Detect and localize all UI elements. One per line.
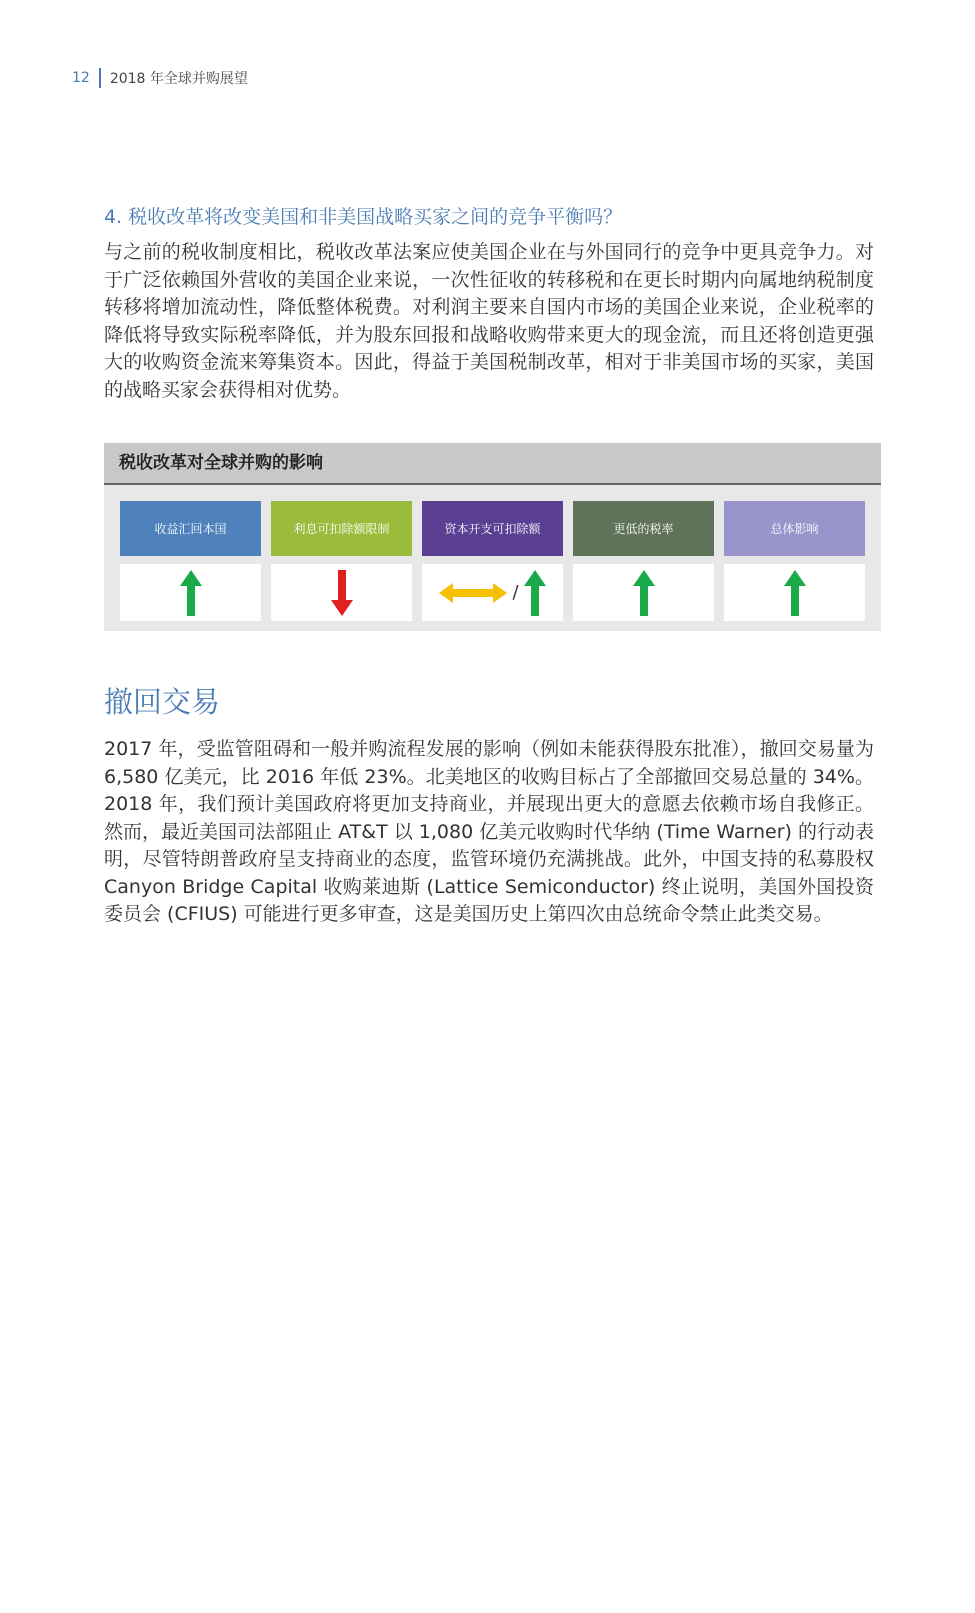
impact-column-repatriation <box>120 501 261 621</box>
tax-reform-section <box>104 203 874 404</box>
impact-result <box>271 564 412 621</box>
withdrawn-deals-section <box>104 684 874 929</box>
impact-result <box>573 564 714 621</box>
impact-column-overall <box>724 501 865 621</box>
section-heading: 撤回交易 <box>104 685 221 719</box>
question-heading: 4. 税收改革将改变美国和非美国战略买家之间的竞争平衡吗？ <box>104 206 623 228</box>
down-arrow-icon <box>331 570 353 616</box>
page-number: 12 <box>72 70 90 86</box>
separator-slash: / <box>512 582 519 603</box>
impact-column-capex-deduction <box>422 501 563 621</box>
left-right-arrow-icon <box>439 583 507 603</box>
impact-result <box>724 564 865 621</box>
up-arrow-icon <box>180 570 202 616</box>
impact-column-lower-tax-rate <box>573 501 714 621</box>
up-arrow-icon <box>524 570 546 616</box>
up-arrow-icon <box>633 570 655 616</box>
up-arrow-icon <box>784 570 806 616</box>
category-label: 总体影响 <box>724 501 865 556</box>
category-label: 收益汇回本国 <box>120 501 261 556</box>
header-divider <box>99 68 101 88</box>
withdrawn-deals-paragraph: 2017 年，受监管阻碍和一般并购流程发展的影响（例如未能获得股东批准），撤回交易量为 6,580 亿美元，比 2016 年低 23%。北美地区的收购目标占了全部撤回交易总量的 34%。2018 年，我们预计美国政府将更加支持商业，并展现出更大的意愿去依赖市场自我修正。然而，最近美国司法部阻止 AT&T 以 1,080 亿美元收购时代华纳 (Time Warner) 的行动表明，尽管特朗普政府呈支持商业的态度，监管环境仍充满挑战。此外，中国支持的私募股权 Canyon Bridge Capital 收购莱迪斯 (Lattice Semiconductor) 终止说明，美国外国投资委员会 (CFIUS) 可能进行更多审查，这是美国历史上第四次由总统命令禁止此类交易。 <box>104 738 874 925</box>
impact-column-interest-deduction <box>271 501 412 621</box>
category-label: 资本开支可扣除额 <box>422 501 563 556</box>
impact-panel-title: 税收改革对全球并购的影响 <box>104 443 881 485</box>
impact-grid <box>120 501 865 621</box>
tax-reform-paragraph: 与之前的税收制度相比，税收改革法案应使美国企业在与外国同行的竞争中更具竞争力。对于广泛依赖国外营收的美国企业来说，一次性征收的转移税和在更长时期内向属地纳税制度转移将增加流动性，降低整体税费。对利润主要来自国内市场的美国企业来说，企业税率的降低将导致实际税率降低，并为股东回报和战略收购带来更大的现金流，而且还将创造更强大的收购资金流来筹集资本。因此，得益于美国税制改革，相对于非美国市场的买家，美国的战略买家会获得相对优势。 <box>104 241 874 401</box>
category-label: 更低的税率 <box>573 501 714 556</box>
document-title: 2018 年全球并购展望 <box>109 71 248 87</box>
page-header <box>72 68 248 88</box>
impact-panel <box>104 443 881 631</box>
category-label: 利息可扣除额限制 <box>271 501 412 556</box>
impact-result <box>120 564 261 621</box>
impact-result <box>422 564 563 621</box>
